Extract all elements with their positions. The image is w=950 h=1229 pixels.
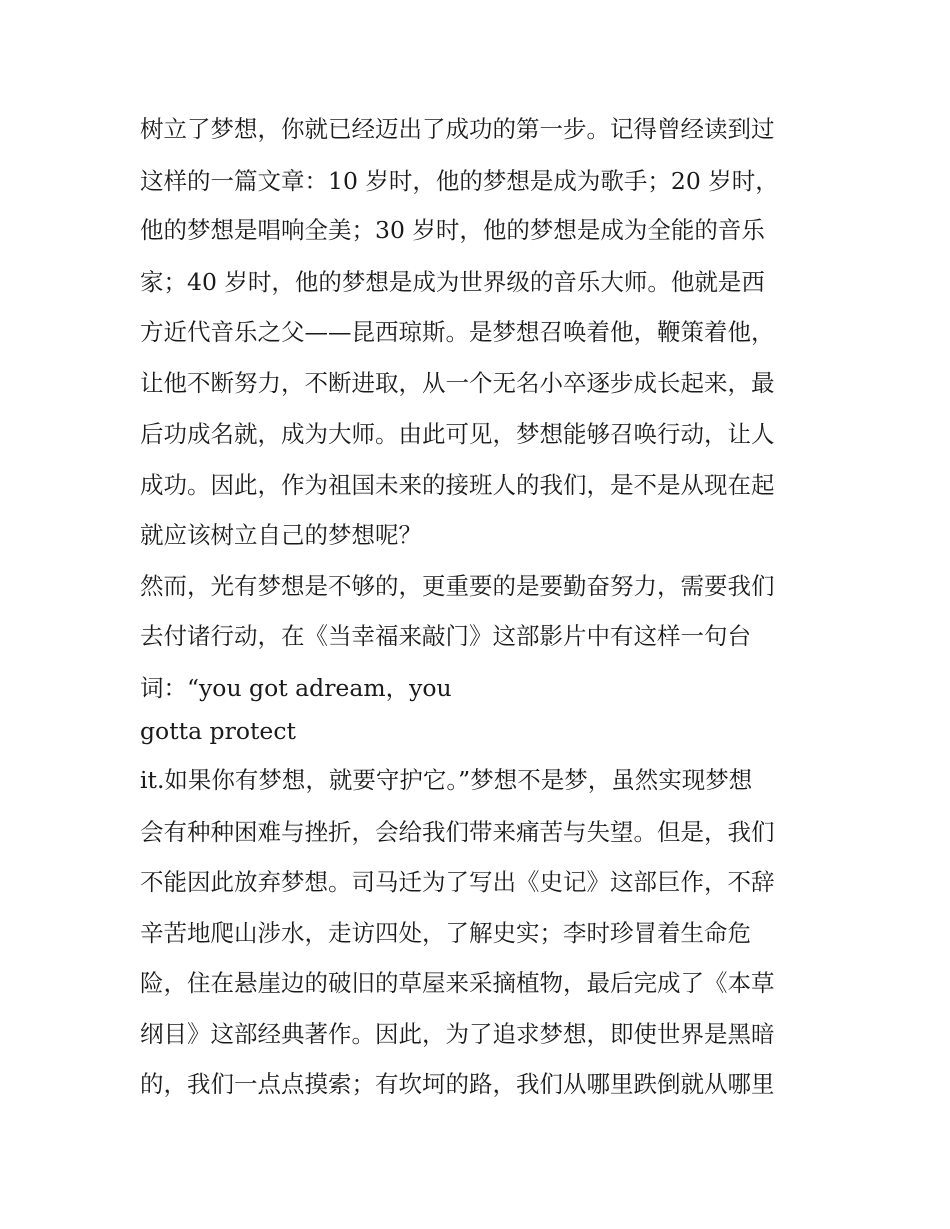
text-line: 词：“you got adream，you [140, 674, 452, 702]
text-line: it.如果你有梦想，就要守护它。”梦想不是梦，虽然实现梦想 [140, 766, 753, 794]
text-line: 这样的一篇文章：10 岁时，他的梦想是成为歌手；20 岁时， [140, 167, 779, 195]
text-line: 方近代音乐之父——昆西琼斯。是梦想召唤着他，鞭策着他， [140, 318, 775, 346]
text-line: 然而，光有梦想是不够的，更重要的是要勤奋努力，需要我们 [140, 572, 775, 600]
text-line: 不能因此放弃梦想。司马迁为了写出《史记》这部巨作，不辞 [140, 868, 775, 896]
text-line: 会有种种困难与挫折，会给我们带来痛苦与失望。但是，我们 [140, 818, 775, 846]
text-line: 就应该树立自己的梦想呢？ [140, 521, 422, 549]
text-line: 后功成名就，成为大师。由此可见，梦想能够召唤行动，让人 [140, 420, 775, 448]
text-line: 他的梦想是唱响全美；30 岁时，他的梦想是成为全能的音乐 [140, 216, 765, 244]
text-line: 树立了梦想，你就已经迈出了成功的第一步。记得曾经读到过 [140, 115, 775, 143]
text-line: 成功。因此，作为祖国未来的接班人的我们，是不是从现在起 [140, 471, 775, 499]
text-line: 纲目》这部经典著作。因此，为了追求梦想，即使世界是黑暗 [140, 1020, 775, 1048]
text-line: 辛苦地爬山涉水，走访四处，了解史实；李时珍冒着生命危 [140, 919, 751, 947]
text-line: 去付诸行动，在《当幸福来敲门》这部影片中有这样一句台 [140, 622, 751, 650]
text-line: 险，住在悬崖边的破旧的草屋来采摘植物，最后完成了《本草 [140, 969, 775, 997]
text-line: 的，我们一点点摸索；有坎坷的路，我们从哪里跌倒就从哪里 [140, 1070, 775, 1098]
text-line: gotta protect [140, 717, 296, 745]
text-line: 家；40 岁时，他的梦想是成为世界级的音乐大师。他就是西 [140, 268, 765, 296]
text-line: 让他不断努力，不断进取，从一个无名小卒逐步成长起来，最 [140, 369, 775, 397]
